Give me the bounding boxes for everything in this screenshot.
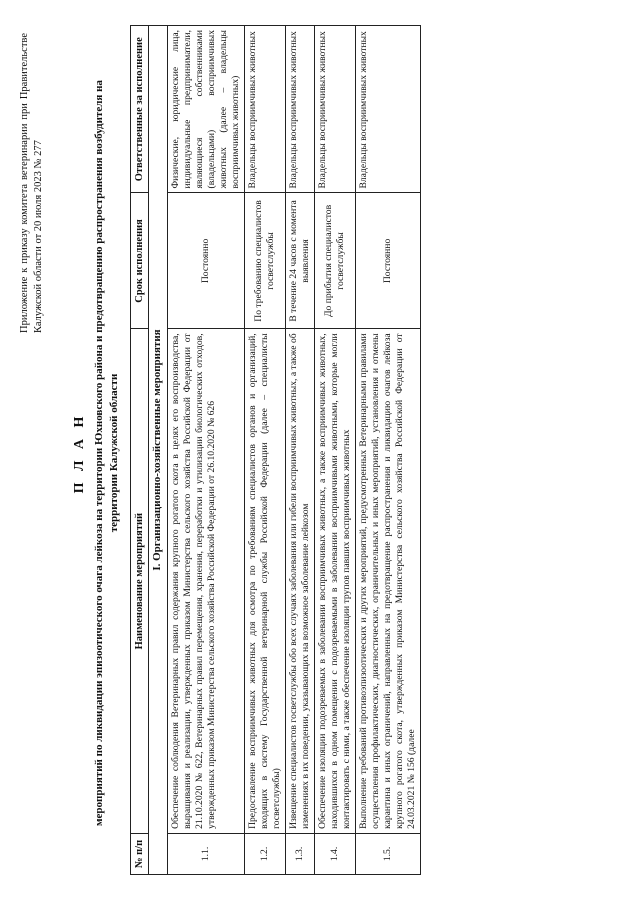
row-num: 1.3. bbox=[285, 833, 314, 874]
row-name: Обеспечение изоляции подозреваемых в заболевании восприимчивых животных, а также восприимчивых животных, находившихся в одном помещении с подозреваемыми в заболевании восприимчивыми животными, которые могли контактировать с ними, а также обеспечение изоляции трупов павших восприимчивых животных bbox=[314, 329, 355, 834]
header-num: № п/п bbox=[131, 833, 149, 874]
table-row bbox=[167, 26, 244, 875]
row-term: До прибытия специалистов госветслужбы bbox=[314, 193, 355, 329]
row-name: Предоставление восприимчивых животных для осмотра по требованиям специалистов органов и организаций, входящих в систему Государственной ветеринарной службы Российской Федерации (далее – специалисты госветслужбы) bbox=[244, 329, 285, 834]
row-resp: Владельцы восприимчивых животных bbox=[285, 26, 314, 194]
doc-title: П Л А Н bbox=[72, 412, 87, 494]
row-resp: Владельцы восприимчивых животных bbox=[314, 26, 355, 194]
header-term: Срок исполнения bbox=[131, 193, 149, 329]
section-row bbox=[149, 26, 168, 875]
row-num: 1.5. bbox=[355, 833, 420, 874]
row-term: Постоянно bbox=[355, 193, 420, 329]
row-num: 1.2. bbox=[244, 833, 285, 874]
plan-table bbox=[130, 25, 421, 875]
row-name: Выполнение требований противоэпизоотических и других мероприятий, предусмотренных Ветеринарными правилами осуществления профилактических, диагностических, ограничительных и иных мероприятий, установления и отмены карантина и иных ограничений, направленных на предотвращение распространения и ликвидацию очагов лейкоза крупного рогатого скота, утвержденных приказом Министерства сельского хозяйства Российской Федерации от 24.03.2021 № 156 (далее bbox=[355, 329, 420, 834]
doc-subtitle: мероприятий по ликвидации эпизоотического очага лейкоза на территории Юхновского района и предотвращению распространения возбудителя на территории Калужской области bbox=[93, 80, 120, 826]
row-resp: Владельцы восприимчивых животных bbox=[244, 26, 285, 194]
header-resp: Ответственные за исполнение bbox=[131, 26, 149, 194]
row-term: По требованию специалистов госветслужбы bbox=[244, 193, 285, 329]
row-term: Постоянно bbox=[167, 193, 244, 329]
row-name: Обеспечение соблюдения Ветеринарных правил содержания крупного рогатого скота в целях его воспроизводства, выращивания и реализации, утвержденных приказом Министерства сельского хозяйства Российской Федерации от 21.10.2020 № 622, Ветеринарных правил перемещения, хранения, переработки и утилизации биологических отходов, утвержденных приказом Министерства сельского хозяйства Российской Федерации от 26.10.2020 № 626 bbox=[167, 329, 244, 834]
appendix-note: Приложение к приказу комитета ветеринарии при Правительстве Калужской области от 20 июля 2023 № 277 bbox=[19, 33, 45, 333]
section-title: I. Организационно-хозяйственные мероприятия bbox=[149, 26, 168, 875]
row-resp: Владельцы восприимчивых животных bbox=[355, 26, 420, 194]
header-name: Наименование мероприятий bbox=[131, 329, 149, 834]
document bbox=[10, 13, 630, 893]
row-resp: Физические, юридические лица, индивидуальные предприниматели, являющиеся собственниками (владельцами) восприимчивых животных (далее – владельцы восприимчивых животных) bbox=[167, 26, 244, 194]
table-row bbox=[244, 26, 285, 875]
table-row bbox=[285, 26, 314, 875]
table-row bbox=[314, 26, 355, 875]
row-num: 1.1. bbox=[167, 833, 244, 874]
table-row bbox=[355, 26, 420, 875]
table-header-row bbox=[131, 26, 149, 875]
row-name: Извещение специалистов госветслужбы обо всех случаях заболевания или гибели восприимчивых животных, а также об изменениях в их поведении, указывающих на возможное заболевание лейкозом bbox=[285, 329, 314, 834]
row-num: 1.4. bbox=[314, 833, 355, 874]
row-term: В течение 24 часов с момента выявления bbox=[285, 193, 314, 329]
